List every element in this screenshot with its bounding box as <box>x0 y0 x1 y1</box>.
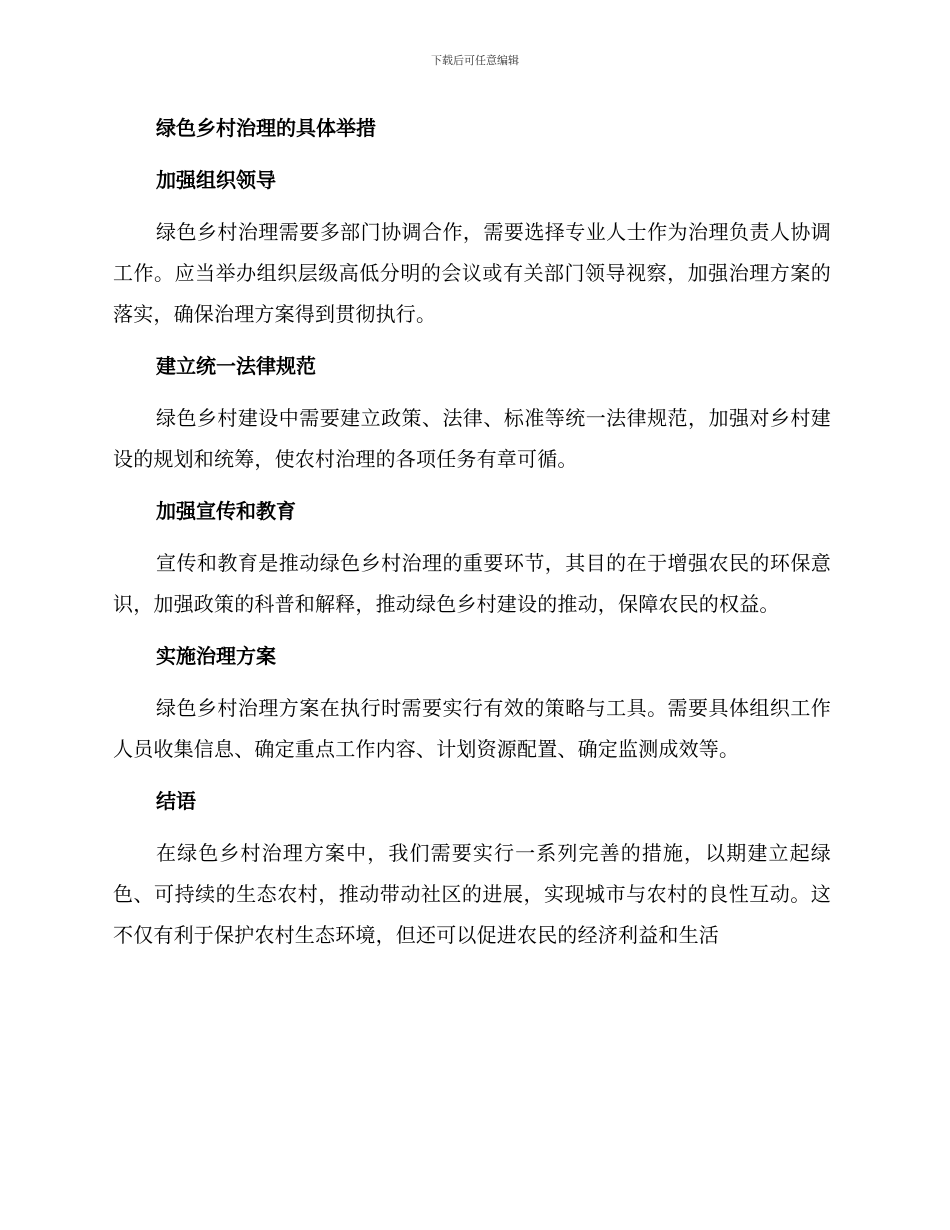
page-header-note: 下载后可任意编辑 <box>431 54 519 67</box>
section-heading-implementation: 实施治理方案 <box>156 644 276 668</box>
document-title: 绿色乡村治理的具体举措 <box>156 116 376 140</box>
section-heading-education: 加强宣传和教育 <box>156 499 296 523</box>
section-paragraph-legal: 绿色乡村建设中需要建立政策、法律、标准等统一法律规范，加强对乡村建设的规划和统筹，使农村治理的各项任务有章可循。 <box>113 406 831 471</box>
section-paragraph-conclusion: 在绿色乡村治理方案中，我们需要实行一系列完善的措施，以期建立起绿色、可持续的生态农村，推动带动社区的进展，实现城市与农村的良性互动。这不仅有利于保护农村生态环境，但还可以促进农民的经济利益和生活 <box>113 841 831 947</box>
section-paragraph-implementation: 绿色乡村治理方案在执行时需要实行有效的策略与工具。需要具体组织工作人员收集信息、确定重点工作内容、计划资源配置、确定监测成效等。 <box>113 696 831 761</box>
section-paragraph-education: 宣传和教育是推动绿色乡村治理的重要环节，其目的在于增强农民的环保意识，加强政策的科普和解释，推动绿色乡村建设的推动，保障农民的权益。 <box>113 551 831 616</box>
document-body <box>113 108 831 967</box>
section-heading-legal: 建立统一法律规范 <box>156 354 316 378</box>
section-heading-organization: 加强组织领导 <box>156 168 276 192</box>
section-heading-conclusion: 结语 <box>156 789 196 813</box>
section-paragraph-organization: 绿色乡村治理需要多部门协调合作，需要选择专业人士作为治理负责人协调工作。应当举办组织层级高低分明的会议或有关部门领导视察，加强治理方案的落实，确保治理方案得到贯彻执行。 <box>113 220 831 326</box>
